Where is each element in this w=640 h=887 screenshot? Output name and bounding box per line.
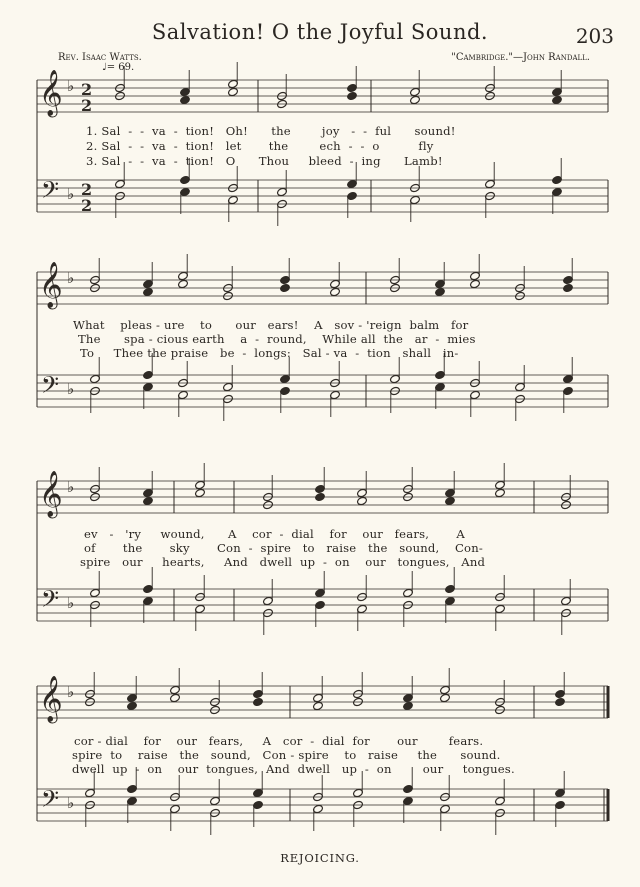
bass-clef: 𝄢 — [41, 371, 60, 404]
note-head — [252, 697, 263, 707]
note-head — [551, 95, 562, 105]
treble-clef: 𝄞 — [39, 471, 63, 517]
note-head — [439, 693, 450, 703]
note-head — [434, 287, 445, 297]
lyric-line: 1. Sal - - va - tion! Oh! the joy - - ful sound! — [86, 124, 456, 138]
note-head — [329, 287, 340, 297]
note-head — [314, 492, 325, 502]
lyric-line: spire to raise the sound, Con - spire to raise the sound. — [72, 748, 501, 762]
lyric-line: 2. Sal - - va - tion! let the ech - - o fly — [86, 139, 434, 153]
note-head — [142, 496, 153, 506]
flat-sign: ♭ — [67, 478, 75, 496]
flat-sign: ♭ — [67, 269, 75, 287]
tempo-value: = 69. — [106, 62, 135, 73]
bass-clef: 𝄢 — [41, 176, 60, 209]
note-head — [562, 283, 573, 293]
flat-sign: ♭ — [67, 683, 75, 701]
flat-sign: ♭ — [67, 594, 75, 612]
note-head — [494, 488, 505, 498]
note-head — [409, 95, 420, 105]
treble-clef: 𝄞 — [39, 262, 63, 308]
lyric-line: The spa - cious earth a - round, While all the ar - mies — [78, 332, 476, 346]
note-head — [126, 701, 137, 711]
note-head — [356, 496, 367, 506]
note-head — [469, 279, 480, 289]
bass-clef: 𝄢 — [41, 585, 60, 618]
lyric-line: 3. Sal - - va - tion! O Thou bleed - ing Lamb! — [86, 154, 443, 168]
treble-clef: 𝄞 — [39, 70, 63, 116]
bass-clef: 𝄢 — [41, 785, 60, 818]
hymn-title: Salvation! O the Joyful Sound. — [151, 20, 489, 44]
time-signature: 2 — [81, 180, 93, 199]
note-head — [279, 283, 290, 293]
flat-sign: ♭ — [67, 380, 75, 398]
treble-clef: 𝄞 — [39, 676, 63, 722]
topic-label: REJOICING. — [280, 851, 360, 865]
lyric-line: spire our hearts, And dwell up - on our tongues, And — [80, 555, 486, 569]
lyric-line: To Thee the praise be - longs: Sal - va - tion shall in- — [80, 346, 459, 360]
lyric-line: dwell up - on our tongues, And dwell up - on our tongues. — [72, 762, 515, 776]
note-head — [194, 488, 205, 498]
author-credit: Rev. Isaac Watts. — [58, 52, 142, 63]
note-head — [312, 701, 323, 711]
time-signature: 2 — [81, 196, 93, 215]
time-signature: 2 — [81, 96, 93, 115]
note-head — [169, 693, 180, 703]
flat-sign: ♭ — [67, 794, 75, 812]
note-head — [554, 697, 565, 707]
flat-sign: ♭ — [67, 77, 75, 95]
tempo-marking: ♩= 69. — [102, 62, 135, 73]
lyric-line: What pleas - ure to our ears! A sov - 'reign balm for — [73, 318, 469, 332]
note-head — [177, 279, 188, 289]
flat-sign: ♭ — [67, 185, 75, 203]
note-head — [444, 496, 455, 506]
tune-credit: "Cambridge."—John Randall. — [451, 52, 590, 63]
lyric-line: cor - dial for our fears, A cor - dial for our fears. — [74, 734, 484, 748]
note-head — [142, 287, 153, 297]
lyric-line: of the sky Con - spire to raise the sound, Con- — [84, 541, 484, 555]
note-head — [179, 95, 190, 105]
note-head — [402, 701, 413, 711]
note-head — [346, 91, 357, 101]
page-number: 203 — [575, 24, 614, 48]
lyric-line: ev - 'ry wound, A cor - dial for our fears, A — [84, 527, 465, 541]
note-head — [227, 87, 238, 97]
time-signature: 2 — [81, 80, 93, 99]
